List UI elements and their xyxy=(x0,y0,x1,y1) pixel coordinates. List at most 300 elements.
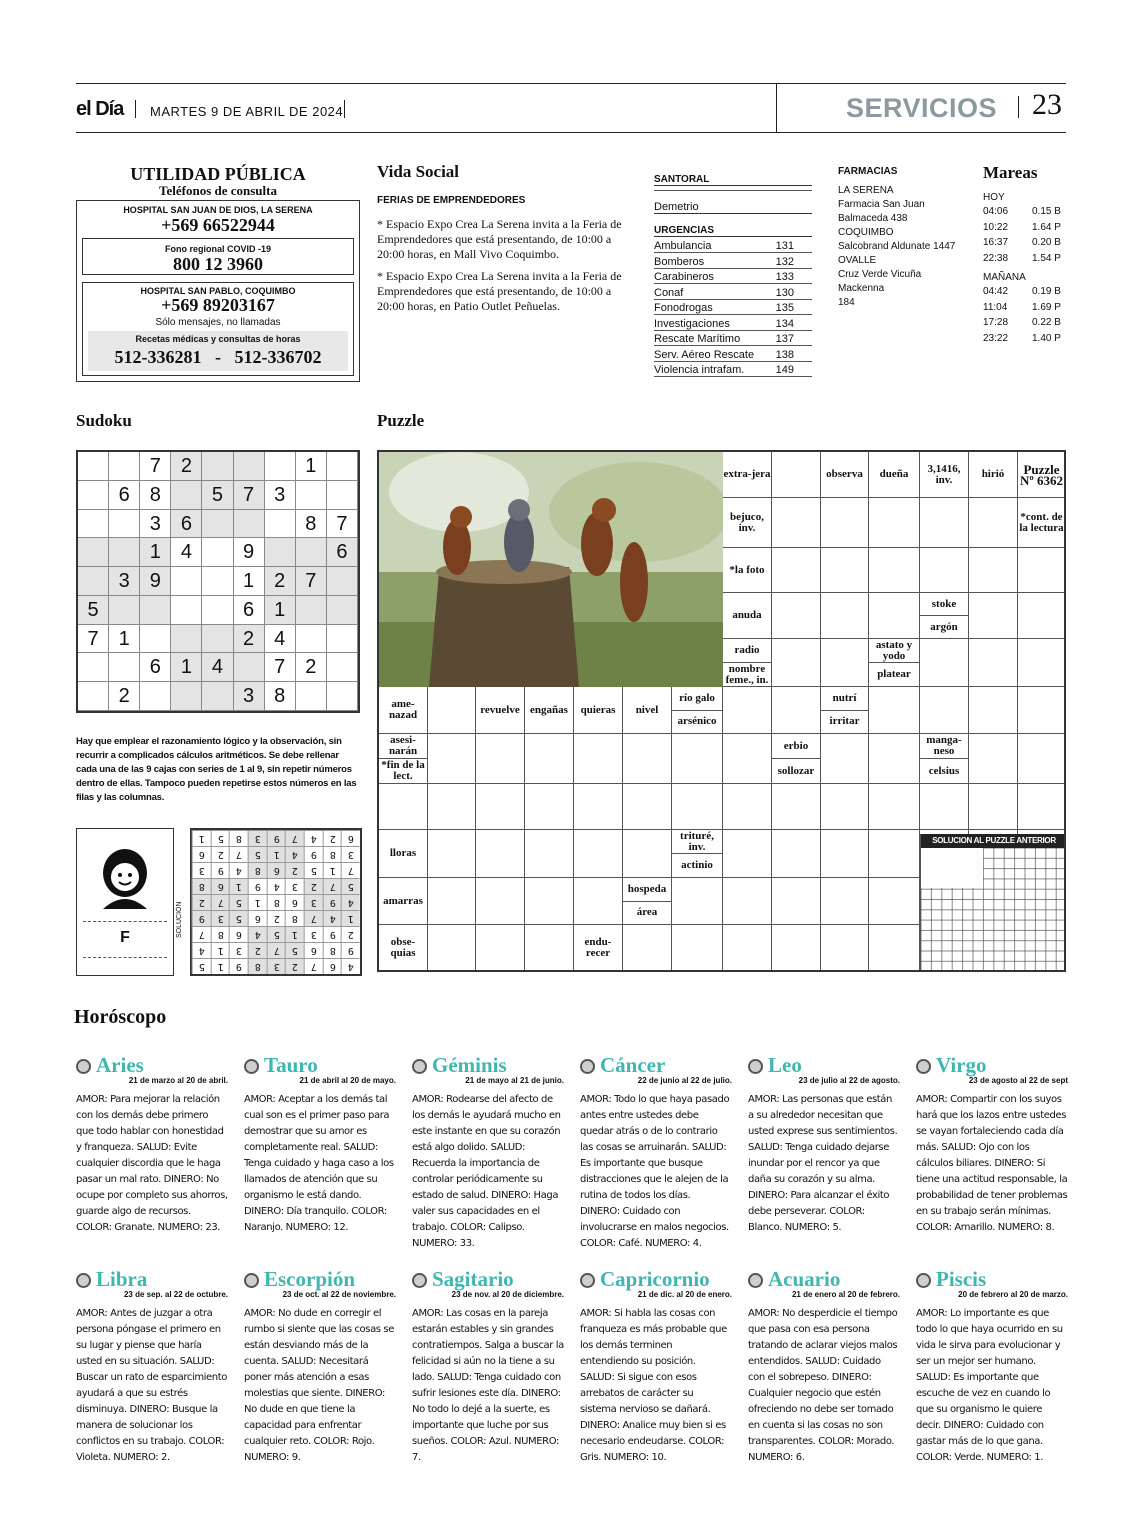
puzzle-cell[interactable] xyxy=(525,734,574,784)
puzzle-cell[interactable] xyxy=(969,548,1018,593)
sudoku-cell[interactable]: 8 xyxy=(140,481,171,510)
sudoku-cell[interactable]: 1 xyxy=(109,625,140,654)
sign-name: Piscis xyxy=(936,1267,987,1291)
vida-social-item-1: * Espacio Expo Crea La Serena invita a la Feria de Emprendedores que está presentando, de 10:00 a 20:00 horas, en Mall Vivo Coquimbo. xyxy=(377,217,622,261)
puzzle-cell[interactable] xyxy=(428,784,476,830)
sudoku-cell[interactable] xyxy=(327,682,358,711)
puzzle-cell[interactable] xyxy=(428,734,476,784)
urgencias-title: URGENCIAS xyxy=(654,225,812,237)
puzzle-cell[interactable] xyxy=(920,784,969,830)
horoscope-géminis xyxy=(412,1054,564,1252)
puzzle-cell[interactable] xyxy=(772,548,821,593)
urgencia-label: Fonodrogas xyxy=(654,302,713,314)
sudoku-cell[interactable]: 7 xyxy=(140,452,171,481)
sudoku-cell[interactable] xyxy=(171,567,202,596)
solution-cell: 8 xyxy=(267,894,286,910)
sudoku-cell[interactable] xyxy=(296,538,327,567)
puzzle-cell[interactable] xyxy=(821,784,869,830)
horoscope-libra xyxy=(76,1268,228,1466)
solution-cell: 9 xyxy=(267,830,286,846)
clue-area: área xyxy=(623,902,672,926)
solution-cell: 8 xyxy=(248,958,267,974)
mareas-title: Mareas xyxy=(983,163,1038,182)
solution-cell: 2 xyxy=(248,942,267,958)
puzzle-cell[interactable] xyxy=(869,687,920,734)
solution-cell: 4 xyxy=(304,830,323,846)
sign-dates: 22 de junio al 22 de julio. xyxy=(637,1076,732,1085)
solution-cell: 5 xyxy=(229,894,248,910)
sudoku-cell[interactable]: 7 xyxy=(296,567,327,596)
puzzle-cell[interactable] xyxy=(869,498,920,548)
solution-label: SOLUCIÓN xyxy=(176,901,183,938)
clue-finlect: *fin de la lect. xyxy=(379,759,428,784)
clue-actinio: actinio xyxy=(672,854,723,878)
sudoku-cell[interactable] xyxy=(202,567,233,596)
sudoku-cell[interactable] xyxy=(109,538,140,567)
solution-cell: 3 xyxy=(267,958,286,974)
sudoku-cell[interactable] xyxy=(296,682,327,711)
sudoku-cell[interactable] xyxy=(171,481,202,510)
puzzle-cell[interactable] xyxy=(723,878,772,925)
solution-cell: 3 xyxy=(248,830,267,846)
sign-text: AMOR: Aceptar a los demás tal cual son es el primer paso para demostrar que su amor es completamente real. SALUD: Tenga cuidado y haga caso a los llamados de atención que su organismo le está dando. DINERO: Día tranquilo. COLOR: Naranjo. NUMERO: 12. xyxy=(244,1094,394,1233)
solution-cell: 3 xyxy=(285,878,304,894)
puzzle-cell[interactable] xyxy=(723,925,772,972)
puzzle-cell[interactable] xyxy=(1018,548,1066,593)
puzzle-cell[interactable] xyxy=(1018,593,1066,639)
puzzle-cell[interactable] xyxy=(821,925,869,972)
author-box xyxy=(76,828,174,976)
sign-text: AMOR: Las personas que están a su alrededor necesitan que usted exprese sus sentimientos. SALUD: Tenga cuidado dejarse inundar por el rencor ya que daña su corazón y su alma. DINERO: Para alcanzar el éxito debe perseverar. COLOR: Blanco. NUMERO: 5. xyxy=(748,1094,898,1233)
sudoku-cell[interactable]: 2 xyxy=(265,567,296,596)
farmacias-title: FARMACIAS xyxy=(838,166,898,177)
horoscope-cáncer xyxy=(580,1054,732,1252)
page-number: 23 xyxy=(1032,88,1062,121)
solution-cell: 5 xyxy=(192,958,211,974)
sudoku-cell[interactable] xyxy=(296,625,327,654)
sudoku-cell[interactable] xyxy=(327,452,358,481)
sudoku-cell[interactable] xyxy=(109,653,140,682)
sudoku-cell[interactable] xyxy=(265,452,296,481)
sign-text: AMOR: Las cosas en la pareja estarán estables y sin grandes contratiempos. Salga a buscar la felicidad si aún no la tiene a su lado. SALUD: Tenga cuidado con sufrir lesiones este día. DINERO: No todo lo dejé a la suerte, es importante que luche por sus sueños. COLOR: Azul. NUMERO: 7. xyxy=(412,1308,564,1463)
sign-name: Capricornio xyxy=(600,1267,710,1291)
solution-cell: 6 xyxy=(248,910,267,926)
puzzle-cell[interactable] xyxy=(920,498,969,548)
sudoku-cell[interactable]: 7 xyxy=(327,510,358,539)
sudoku-cell[interactable] xyxy=(202,538,233,567)
sudoku-cell[interactable]: 8 xyxy=(296,510,327,539)
urgencia-label: Rescate Marítimo xyxy=(654,333,741,345)
solution-cell: 7 xyxy=(192,926,211,942)
sudoku-cell[interactable] xyxy=(265,538,296,567)
sign-text: AMOR: Lo importante es que todo lo que haya ocurrido en su vida le sirva para evolucionar y ser un mejor ser humano. SALUD: Es importante que escuche de vez en cuando lo que su organismo le quiere decir. DINERO: Cuidado con gastar más de lo que gana. COLOR: Verde. NUMERO: 1. xyxy=(916,1308,1063,1463)
solution-cell: 2 xyxy=(192,894,211,910)
puzzle-cell[interactable] xyxy=(1018,784,1066,830)
solution-cell: 1 xyxy=(211,958,230,974)
puzzle-cell[interactable] xyxy=(476,784,525,830)
horoscope-tauro xyxy=(244,1054,396,1236)
sudoku-cell[interactable]: 2 xyxy=(296,653,327,682)
sudoku-cell[interactable] xyxy=(78,682,109,711)
sudoku-cell[interactable]: 4 xyxy=(265,625,296,654)
zodiac-icon xyxy=(580,1273,595,1288)
puzzle-cell[interactable] xyxy=(476,830,525,878)
sign-dates: 21 de marzo al 20 de abril. xyxy=(128,1076,228,1085)
puzzle-cell[interactable] xyxy=(672,925,723,972)
sudoku-cell[interactable]: 3 xyxy=(265,481,296,510)
urgencia-label: Violencia intrafam. xyxy=(654,364,745,376)
solution-cell: 3 xyxy=(341,846,360,862)
puzzle-cell[interactable] xyxy=(672,734,723,784)
solution-cell: 6 xyxy=(323,958,342,974)
solution-cell: 9 xyxy=(323,926,342,942)
solution-cell: 7 xyxy=(323,878,342,894)
sudoku-cell[interactable]: 6 xyxy=(327,538,358,567)
sudoku-cell[interactable] xyxy=(202,625,233,654)
sudoku-cell[interactable] xyxy=(140,625,171,654)
puzzle-cell[interactable] xyxy=(869,593,920,639)
sudoku-cell[interactable]: 6 xyxy=(234,596,265,625)
sign-name: Leo xyxy=(768,1053,802,1077)
tide-height: 0.20 B xyxy=(1032,237,1061,248)
puzzle-cell[interactable] xyxy=(525,830,574,878)
puzzle-cell[interactable] xyxy=(969,593,1018,639)
clue-celsius: celsius xyxy=(920,759,969,784)
sudoku-cell[interactable] xyxy=(234,653,265,682)
solution-cell: 2 xyxy=(267,910,286,926)
sudoku-cell[interactable]: 9 xyxy=(234,538,265,567)
puzzle-cell[interactable] xyxy=(623,925,672,972)
puzzle-cell[interactable] xyxy=(821,734,869,784)
puzzle-cell[interactable] xyxy=(623,784,672,830)
sudoku-cell[interactable] xyxy=(202,510,233,539)
sudoku-cell[interactable]: 4 xyxy=(202,653,233,682)
urgencia-row xyxy=(654,286,812,300)
puzzle-cell[interactable] xyxy=(821,639,869,687)
puzzle-cell[interactable] xyxy=(574,734,623,784)
zodiac-icon xyxy=(244,1059,259,1074)
recetas-phones: 512-336281 - 512-336702 xyxy=(114,347,322,367)
puzzle-cell[interactable] xyxy=(476,925,525,972)
puzzle-cell[interactable] xyxy=(772,784,821,830)
puzzle-cell[interactable] xyxy=(772,878,821,925)
puzzle-cell[interactable] xyxy=(428,878,476,925)
sudoku-cell[interactable] xyxy=(109,596,140,625)
sudoku-cell[interactable] xyxy=(327,481,358,510)
tide-time: 17:28 xyxy=(983,317,1009,328)
solution-cell: 9 xyxy=(304,846,323,862)
puzzle-cell[interactable] xyxy=(723,734,772,784)
puzzle-cell[interactable] xyxy=(525,784,574,830)
sudoku-cell[interactable] xyxy=(109,510,140,539)
sudoku-solution-grid xyxy=(190,828,362,976)
solution-cell: 4 xyxy=(229,862,248,878)
puzzle-cell[interactable] xyxy=(476,734,525,784)
sudoku-cell[interactable] xyxy=(327,625,358,654)
puzzle-cell[interactable] xyxy=(525,925,574,972)
puzzle-cell[interactable] xyxy=(969,734,1018,784)
sudoku-cell[interactable]: 1 xyxy=(171,653,202,682)
previous-solution-grid xyxy=(921,848,1066,972)
puzzle-cell[interactable] xyxy=(869,925,920,972)
tide-height: 0.15 B xyxy=(1032,206,1061,217)
sudoku-cell[interactable] xyxy=(327,567,358,596)
urgencia-label: Investigaciones xyxy=(654,317,730,330)
sudoku-cell[interactable]: 1 xyxy=(296,452,327,481)
sudoku-cell[interactable]: 8 xyxy=(265,682,296,711)
puzzle-cell[interactable] xyxy=(623,734,672,784)
clue-radio: radio xyxy=(723,639,772,663)
sudoku-cell[interactable] xyxy=(327,596,358,625)
sudoku-cell[interactable] xyxy=(78,538,109,567)
puzzle-cell[interactable] xyxy=(1018,734,1066,784)
farmacia-line: OVALLE xyxy=(838,255,877,266)
solution-cell: 5 xyxy=(248,846,267,862)
puzzle-cell[interactable] xyxy=(574,878,623,925)
sudoku-cell[interactable] xyxy=(234,452,265,481)
urgencia-row xyxy=(654,363,812,377)
puzzle-cell[interactable] xyxy=(379,784,428,830)
sudoku-cell[interactable]: 7 xyxy=(78,625,109,654)
sudoku-cell[interactable] xyxy=(327,653,358,682)
puzzle-cell[interactable] xyxy=(574,784,623,830)
puzzle-cell[interactable] xyxy=(772,830,821,878)
solution-cell: 5 xyxy=(304,862,323,878)
puzzle-cell[interactable] xyxy=(920,639,969,687)
solution-cell: 2 xyxy=(323,830,342,846)
urgencia-number: 137 xyxy=(775,333,794,345)
solution-cell: 3 xyxy=(211,910,230,926)
puzzle-number-label: Puzzle Nº 6362 xyxy=(1018,452,1066,498)
zodiac-icon xyxy=(748,1273,763,1288)
puzzle-cell[interactable] xyxy=(772,639,821,687)
clue-hirio: hirió xyxy=(969,452,1018,498)
puzzle-cell[interactable] xyxy=(574,830,623,878)
solution-cell: 8 xyxy=(229,830,248,846)
puzzle-cell[interactable] xyxy=(723,784,772,830)
puzzle-cell[interactable] xyxy=(428,925,476,972)
sudoku-cell[interactable] xyxy=(171,625,202,654)
puzzle-cell[interactable] xyxy=(869,734,920,784)
puzzle-cell[interactable] xyxy=(920,548,969,593)
solution-cell: 5 xyxy=(211,830,230,846)
sudoku-cell[interactable]: 2 xyxy=(171,452,202,481)
sudoku-cell[interactable] xyxy=(202,596,233,625)
tide-height: 1.64 P xyxy=(1032,221,1061,233)
puzzle-cell[interactable] xyxy=(428,687,476,734)
farmacia-line: COQUIMBO xyxy=(838,227,894,238)
puzzle-cell[interactable] xyxy=(623,830,672,878)
solution-cell: 5 xyxy=(229,910,248,926)
sudoku-cell[interactable] xyxy=(78,510,109,539)
urgencia-row xyxy=(654,270,812,284)
sign-text: AMOR: Rodearse del afecto de los demás le ayudará mucho en este instante en que su corazón está algo dolido. SALUD: Recuerda la importancia de controlar periódicamente su estado de salud. DINERO: Haga valer sus capacidades en el trabajo. COLOR: Calipso. NUMERO: 33. xyxy=(412,1094,561,1249)
solution-cell: 2 xyxy=(211,846,230,862)
solution-cell: 6 xyxy=(211,878,230,894)
sign-dates: 21 de enero al 20 de febrero. xyxy=(791,1290,900,1299)
sign-text: AMOR: No dude en corregir el rumbo si siente que las cosas se están desviando más de la cuenta. SALUD: Necesitará poner más atención a esas molestias que siente. DINERO: No dude en que tiene la capacidad para enfrentar cualquier reto. COLOR: Rojo. NUMERO: 9. xyxy=(244,1308,394,1463)
sudoku-cell[interactable] xyxy=(234,510,265,539)
urgencia-label: Ambulancia xyxy=(654,240,712,252)
puzzle-cell[interactable] xyxy=(869,784,920,830)
zodiac-icon xyxy=(916,1059,931,1074)
sudoku-cell[interactable]: 6 xyxy=(140,653,171,682)
tide-height: 0.22 B xyxy=(1032,317,1061,328)
puzzle-cell[interactable] xyxy=(821,548,869,593)
solution-cell: 4 xyxy=(192,942,211,958)
sudoku-cell[interactable]: 3 xyxy=(109,567,140,596)
puzzle-cell[interactable] xyxy=(772,452,821,498)
sudoku-instructions: Hay que emplear el razonamiento lógico y la observación, sin recurrir a complicados cálculos aritméticos. Se debe rellenar cada una de las 9 cajas con series de 1 al 9, sin repetir números dentro de ellas. Tampoco pueden repetirse estos números en las filas y las columnas. xyxy=(76,736,357,803)
clue-observa: observa xyxy=(821,452,869,498)
sudoku-cell[interactable] xyxy=(296,481,327,510)
solution-cell: 2 xyxy=(285,862,304,878)
puzzle-cell[interactable] xyxy=(821,593,869,639)
author-letter: F xyxy=(120,929,130,946)
puzzle-cell[interactable] xyxy=(920,687,969,734)
solution-cell: 5 xyxy=(285,942,304,958)
sudoku-cell[interactable] xyxy=(140,596,171,625)
puzzle-cell[interactable] xyxy=(772,498,821,548)
puzzle-cell[interactable] xyxy=(969,687,1018,734)
tide-height: 1.54 P xyxy=(1032,252,1061,264)
puzzle-cell[interactable] xyxy=(772,593,821,639)
sudoku-cell[interactable] xyxy=(109,452,140,481)
clue-amarras: amarras xyxy=(379,878,428,925)
urgencia-row xyxy=(654,348,812,362)
santoral-name: Demetrio xyxy=(654,201,812,214)
sudoku-cell[interactable] xyxy=(78,653,109,682)
puzzle-cell[interactable] xyxy=(869,878,920,925)
sudoku-cell[interactable]: 3 xyxy=(234,682,265,711)
puzzle-cell[interactable] xyxy=(772,687,821,734)
sign-dates: 21 de dic. al 20 de enero. xyxy=(637,1290,732,1299)
puzzle-cell[interactable] xyxy=(672,784,723,830)
solution-cell: 8 xyxy=(323,942,342,958)
solution-cell: 6 xyxy=(192,846,211,862)
clue-pi: 3,1416, inv. xyxy=(920,452,969,498)
puzzle-cell[interactable] xyxy=(525,878,574,925)
sign-text: AMOR: Para mejorar la relación con los demás debe primero que todo hablar con honestidad y franqueza. SALUD: Evite cualquier discordia que le haga pasar un mal rato. DINERO: No ocupe por completo sus ahorros, guarde algo de recursos. COLOR: Granate. NUMERO: 23. xyxy=(76,1094,228,1233)
farmacia-line: LA SERENA xyxy=(838,185,894,196)
sudoku-cell[interactable]: 9 xyxy=(140,567,171,596)
covid-label: Fono regional COVID -19 xyxy=(164,244,271,254)
solution-cell: 1 xyxy=(323,862,342,878)
clue-asesinaran: asesi-narán xyxy=(379,734,428,759)
sudoku-cell[interactable]: 3 xyxy=(140,510,171,539)
mareas-hoy-label: HOY xyxy=(983,192,1005,203)
urgencia-label: Carabineros xyxy=(654,271,714,283)
urgencia-label: Conaf xyxy=(654,286,684,299)
sudoku-cell[interactable]: 1 xyxy=(140,538,171,567)
puzzle-cell[interactable] xyxy=(969,784,1018,830)
solution-cell: 7 xyxy=(211,894,230,910)
sudoku-cell[interactable] xyxy=(78,567,109,596)
solution-cell: 1 xyxy=(285,926,304,942)
sudoku-cell[interactable]: 6 xyxy=(171,510,202,539)
solution-cell: 8 xyxy=(323,846,342,862)
puzzle-cell[interactable] xyxy=(821,830,869,878)
tide-time: 16:37 xyxy=(983,237,1009,248)
solution-cell: 1 xyxy=(229,878,248,894)
sudoku-cell[interactable] xyxy=(265,510,296,539)
solution-cell: 9 xyxy=(323,894,342,910)
urgencia-label: Bomberos xyxy=(654,255,705,268)
issue-date: MARTES 9 DE ABRIL DE 2024 xyxy=(150,104,344,119)
sudoku-cell[interactable]: 1 xyxy=(265,596,296,625)
solution-cell: 5 xyxy=(267,926,286,942)
santoral-title: SANTORAL xyxy=(654,174,812,186)
sudoku-cell[interactable] xyxy=(202,452,233,481)
sudoku-cell[interactable]: 4 xyxy=(171,538,202,567)
puzzle-cell[interactable] xyxy=(723,687,772,734)
solution-cell: 3 xyxy=(229,942,248,958)
puzzle-cell[interactable] xyxy=(821,498,869,548)
farmacias-list xyxy=(838,184,963,310)
sudoku-cell[interactable]: 7 xyxy=(265,653,296,682)
puzzle-cell[interactable] xyxy=(969,639,1018,687)
puzzle-cell[interactable] xyxy=(869,548,920,593)
sudoku-cell[interactable]: 7 xyxy=(234,481,265,510)
solution-cell: 1 xyxy=(211,942,230,958)
solution-cell: 1 xyxy=(341,910,360,926)
sudoku-cell[interactable] xyxy=(78,481,109,510)
puzzle-cell[interactable] xyxy=(821,878,869,925)
author-avatar-icon xyxy=(77,829,173,919)
clue-obsequias: obse-quias xyxy=(379,925,428,972)
farmacia-line: Cruz Verde Vicuña Mackenna xyxy=(838,269,922,294)
sudoku-cell[interactable]: 5 xyxy=(202,481,233,510)
clue-anuda: anuda xyxy=(723,593,772,639)
urgencia-row xyxy=(654,239,812,253)
puzzle-cell[interactable] xyxy=(476,878,525,925)
urgencia-number: 134 xyxy=(775,317,794,330)
tide-height: 0.19 B xyxy=(1032,286,1061,297)
puzzle-cell[interactable] xyxy=(969,498,1018,548)
sudoku-cell[interactable] xyxy=(171,596,202,625)
sign-text: AMOR: Si habla las cosas con franqueza es más probable que los demás terminen entendiendo su posición. SALUD: Si sigue con esos arrebatos de carácter su sistema nervioso se dañará. DINERO: Analice muy bien si es necesario endeudarse. COLOR: Gris. NUMERO: 10. xyxy=(580,1308,727,1463)
sudoku-cell[interactable] xyxy=(140,682,171,711)
clue-platear: platear xyxy=(869,663,920,687)
puzzle-cell[interactable] xyxy=(1018,687,1066,734)
puzzle-cell[interactable] xyxy=(1018,639,1066,687)
horoscope-capricornio xyxy=(580,1268,732,1466)
sudoku-cell[interactable]: 5 xyxy=(78,596,109,625)
sudoku-cell[interactable] xyxy=(171,682,202,711)
sudoku-cell[interactable]: 2 xyxy=(234,625,265,654)
puzzle-cell[interactable] xyxy=(772,925,821,972)
puzzle-cell[interactable] xyxy=(869,830,920,878)
puzzle-cell[interactable] xyxy=(723,830,772,878)
puzzle-cell[interactable] xyxy=(672,878,723,925)
hospital-2-name: HOSPITAL SAN PABLO, COQUIMBO xyxy=(140,286,296,296)
sudoku-cell[interactable] xyxy=(296,596,327,625)
sudoku-cell[interactable]: 1 xyxy=(234,567,265,596)
solution-cell: 4 xyxy=(323,910,342,926)
sudoku-cell[interactable] xyxy=(78,452,109,481)
solution-cell: 7 xyxy=(304,958,323,974)
sudoku-cell[interactable] xyxy=(202,682,233,711)
clue-amenazad: ame-nazad xyxy=(379,687,428,734)
sudoku-cell[interactable]: 2 xyxy=(109,682,140,711)
sign-dates: 23 de agosto al 22 de sept xyxy=(968,1076,1068,1085)
solution-cell: 7 xyxy=(285,830,304,846)
solution-cell: 7 xyxy=(267,942,286,958)
sign-text: AMOR: Antes de juzgar a otra persona póngase el primero en su lugar y piense que haría usted en su situación. SALUD: Buscar un rato de esparcimiento ayudará a que su estrés disminuya. DINERO: Busque la manera de solucionar los conflictos en su trabajo. COLOR: Violeta. NUMERO: 2. xyxy=(76,1308,227,1463)
sign-name: Acuario xyxy=(768,1267,841,1291)
puzzle-cell[interactable] xyxy=(428,830,476,878)
sudoku-cell[interactable]: 6 xyxy=(109,481,140,510)
